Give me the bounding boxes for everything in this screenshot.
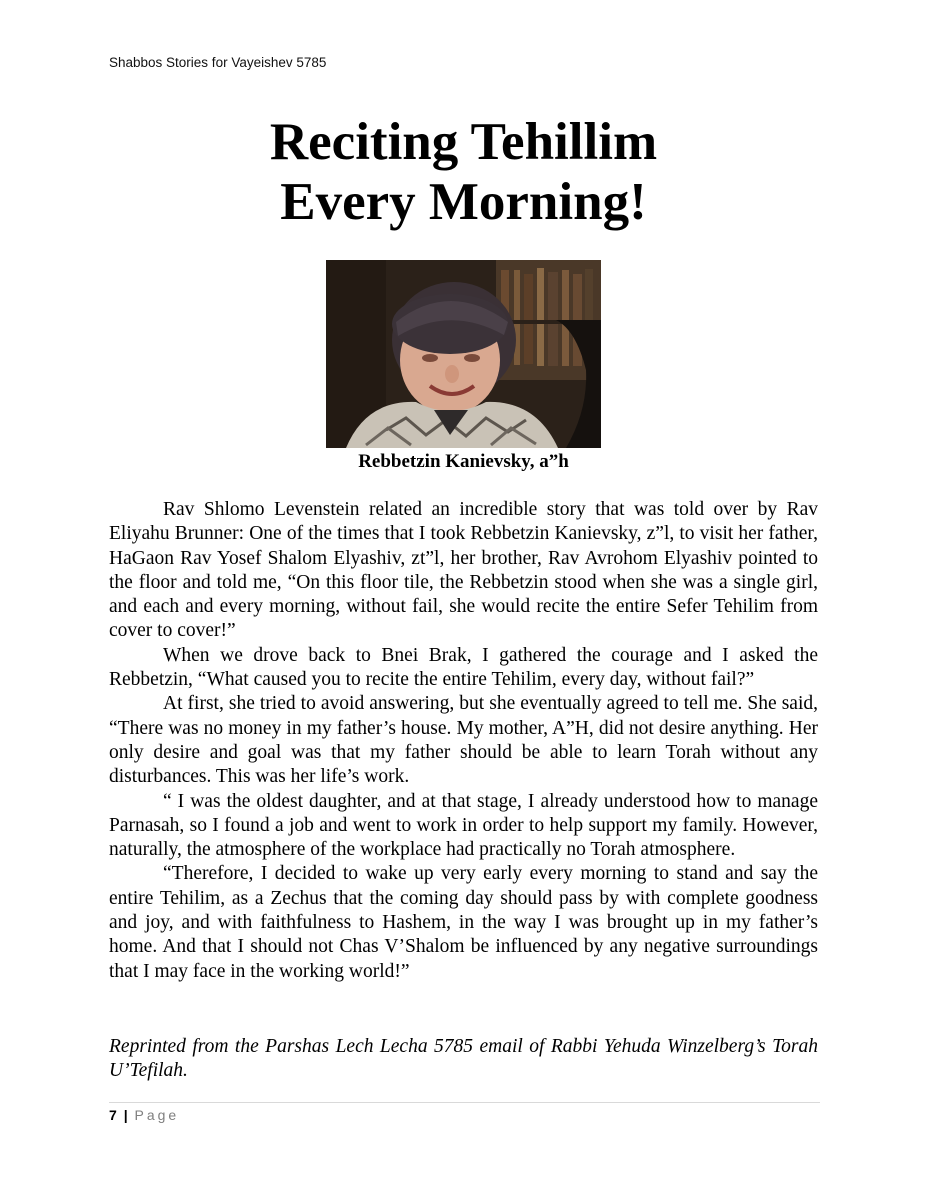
paragraph: Rav Shlomo Levenstein related an incredible story that was told over by Rav Eliyahu Brunner: One of the times that I took Rebbetzin Kanievsky, z”l, to visit her father, HaGaon Rav Yosef Shalom Elyashiv, zt”l, her brother, Rav Avrohom Elyashiv pointed to the floor and told me, “On this floor tile, the Rebbetzin stood when she was a single girl, and each and every morning, without fail, she would recite the entire Sefer Tehilim from cover to cover!” xyxy=(109,499,818,642)
source-credit: Reprinted from the Parshas Lech Lecha 5785 email of Rabbi Yehuda Winzelberg’s Torah U’Tefilah. xyxy=(109,1036,818,1082)
footer-divider xyxy=(109,1102,820,1103)
running-header: Shabbos Stories for Vayeishev 5785 xyxy=(109,55,327,70)
page-number: 7 xyxy=(109,1107,117,1123)
portrait-photo xyxy=(326,260,601,448)
footer-separator: | xyxy=(123,1107,128,1123)
page-label: Page xyxy=(134,1107,180,1123)
photo-caption: Rebbetzin Kanievsky, a”h xyxy=(358,451,569,472)
paragraph: “Therefore, I decided to wake up very early every morning to stand and say the entire Tehilim, as a Zechus that the coming day should pass by with complete goodness and joy, and with faithfulness to Hashem, in the way I was brought up in my father’s home. And that I should not Chas V’Shalom be influenced by any negative surroundings that I may face in the working world!” xyxy=(109,863,818,982)
article-title xyxy=(0,112,927,232)
article-body xyxy=(109,498,818,984)
paragraph: At first, she tried to avoid answering, but she eventually agreed to tell me. She said, “There was no money in my father’s house. My mother, A”H, did not desire anything. Her only desire and goal was that my father should be able to learn Torah without any disturbances. This was her life’s work. xyxy=(109,693,818,788)
page-footer xyxy=(109,1107,179,1123)
paragraph: “ I was the oldest daughter, and at that stage, I already understood how to manage Parnasah, so I found a job and went to work in order to help support my family. However, naturally, the atmosphere of the workplace had practically no Torah atmosphere. xyxy=(109,790,818,861)
title-line-2: Every Morning! xyxy=(280,173,647,231)
title-line-1: Reciting Tehillim xyxy=(269,113,658,171)
portrait-illustration xyxy=(326,260,601,448)
paragraph: When we drove back to Bnei Brak, I gathered the courage and I asked the Rebbetzin, “What caused you to recite the entire Tehilim, every day, without fail?” xyxy=(109,644,818,691)
